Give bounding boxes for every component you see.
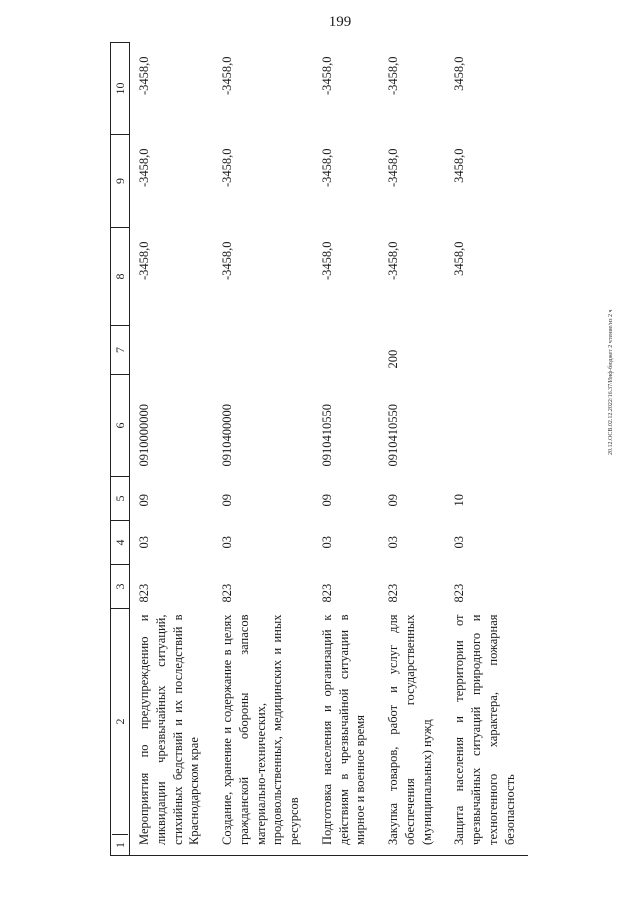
column-header-10: 10 xyxy=(111,43,130,135)
cell-subsection: 09 xyxy=(220,494,234,507)
table-row xyxy=(313,43,379,856)
page-number: 199 xyxy=(328,14,352,30)
cell-subsection: 10 xyxy=(452,494,467,507)
column-header-3: 3 xyxy=(111,565,130,609)
column-header-2: 1 2 xyxy=(111,609,130,856)
cell-expense-type xyxy=(213,326,313,375)
cell-amount-9: 3458,0 xyxy=(452,148,467,183)
cell-ministry-code: 823 xyxy=(220,583,234,603)
column-header-8: 8 xyxy=(111,228,130,326)
cell-target-article: 0910410550 xyxy=(319,404,334,467)
row-description: Мероприятия по предупреждению и ликвидации чрезвычайных ситуаций, стихийных бедствий и их последствий в Краснодарском крае xyxy=(130,609,214,856)
row-description: Подготовка населения и организаций к действиям в чрезвычайной ситуации в мирное и военное время xyxy=(313,609,379,856)
column-header-5: 5 xyxy=(111,477,130,521)
cell-target-article xyxy=(445,375,528,477)
cell-amount-8: -3458,0 xyxy=(386,241,400,281)
table-header-row xyxy=(111,43,130,856)
cell-amount-8: -3458,0 xyxy=(319,241,334,281)
document-stamp-note: 20.12.ОСВ.02.12.2022/16.37/Инф-бюджет 2 чтение/из 2 ч xyxy=(608,309,614,455)
cell-amount-8: -3458,0 xyxy=(137,241,151,281)
cell-expense-type xyxy=(313,326,379,375)
cell-section: 03 xyxy=(386,536,400,549)
cell-ministry-code: 823 xyxy=(137,583,151,603)
column-header-9: 9 xyxy=(111,135,130,228)
column-header-6: 6 xyxy=(111,375,130,477)
cell-ministry-code: 823 xyxy=(452,583,467,603)
cell-expense-type: 200 xyxy=(386,349,400,369)
table-row xyxy=(130,43,214,856)
column-header-1: 1 xyxy=(112,834,128,855)
cell-expense-type xyxy=(445,326,528,375)
cell-amount-8: 3458,0 xyxy=(452,241,467,276)
table-row xyxy=(445,43,528,856)
table-row xyxy=(379,43,445,856)
row-description: Защита населения и территории от чрезвычайных ситуаций природного и техногенного характера, пожарная безопасность xyxy=(445,609,528,856)
row-description: Закупка товаров, работ и услуг для обеспечения государственных (муниципальных) нужд xyxy=(379,609,445,856)
row-description: Создание, хранение и содержание в целях гражданской обороны запасов материально-технических, продовольственных, медицинских и иных ресурсов xyxy=(213,609,313,856)
budget-table-rotated xyxy=(110,43,580,856)
cell-amount-9: -3458,0 xyxy=(386,148,400,188)
cell-target-article: 0910410550 xyxy=(386,404,400,467)
cell-section: 03 xyxy=(137,536,151,549)
cell-amount-10: -3458,0 xyxy=(319,56,334,96)
cell-subsection: 09 xyxy=(319,494,334,507)
column-header-4: 4 xyxy=(111,521,130,565)
cell-section: 03 xyxy=(452,536,467,549)
cell-subsection: 09 xyxy=(137,494,151,507)
cell-expense-type xyxy=(130,326,214,375)
cell-target-article: 0910400000 xyxy=(220,404,234,467)
cell-amount-9: -3458,0 xyxy=(137,148,151,188)
column-header-7: 7 xyxy=(111,326,130,375)
cell-amount-10: 3458,0 xyxy=(452,56,467,91)
table-row xyxy=(213,43,313,856)
cell-ministry-code: 823 xyxy=(386,583,400,603)
cell-amount-9: -3458,0 xyxy=(319,148,334,188)
cell-amount-10: -3458,0 xyxy=(220,56,234,96)
cell-amount-10: -3458,0 xyxy=(386,56,400,96)
cell-section: 03 xyxy=(220,536,234,549)
budget-table xyxy=(110,42,528,856)
cell-target-article: 0910000000 xyxy=(137,404,151,467)
cell-amount-9: -3458,0 xyxy=(220,148,234,188)
cell-amount-8: -3458,0 xyxy=(220,241,234,281)
cell-section: 03 xyxy=(319,536,334,549)
cell-subsection: 09 xyxy=(386,494,400,507)
cell-amount-10: -3458,0 xyxy=(137,56,151,96)
cell-ministry-code: 823 xyxy=(319,583,334,603)
